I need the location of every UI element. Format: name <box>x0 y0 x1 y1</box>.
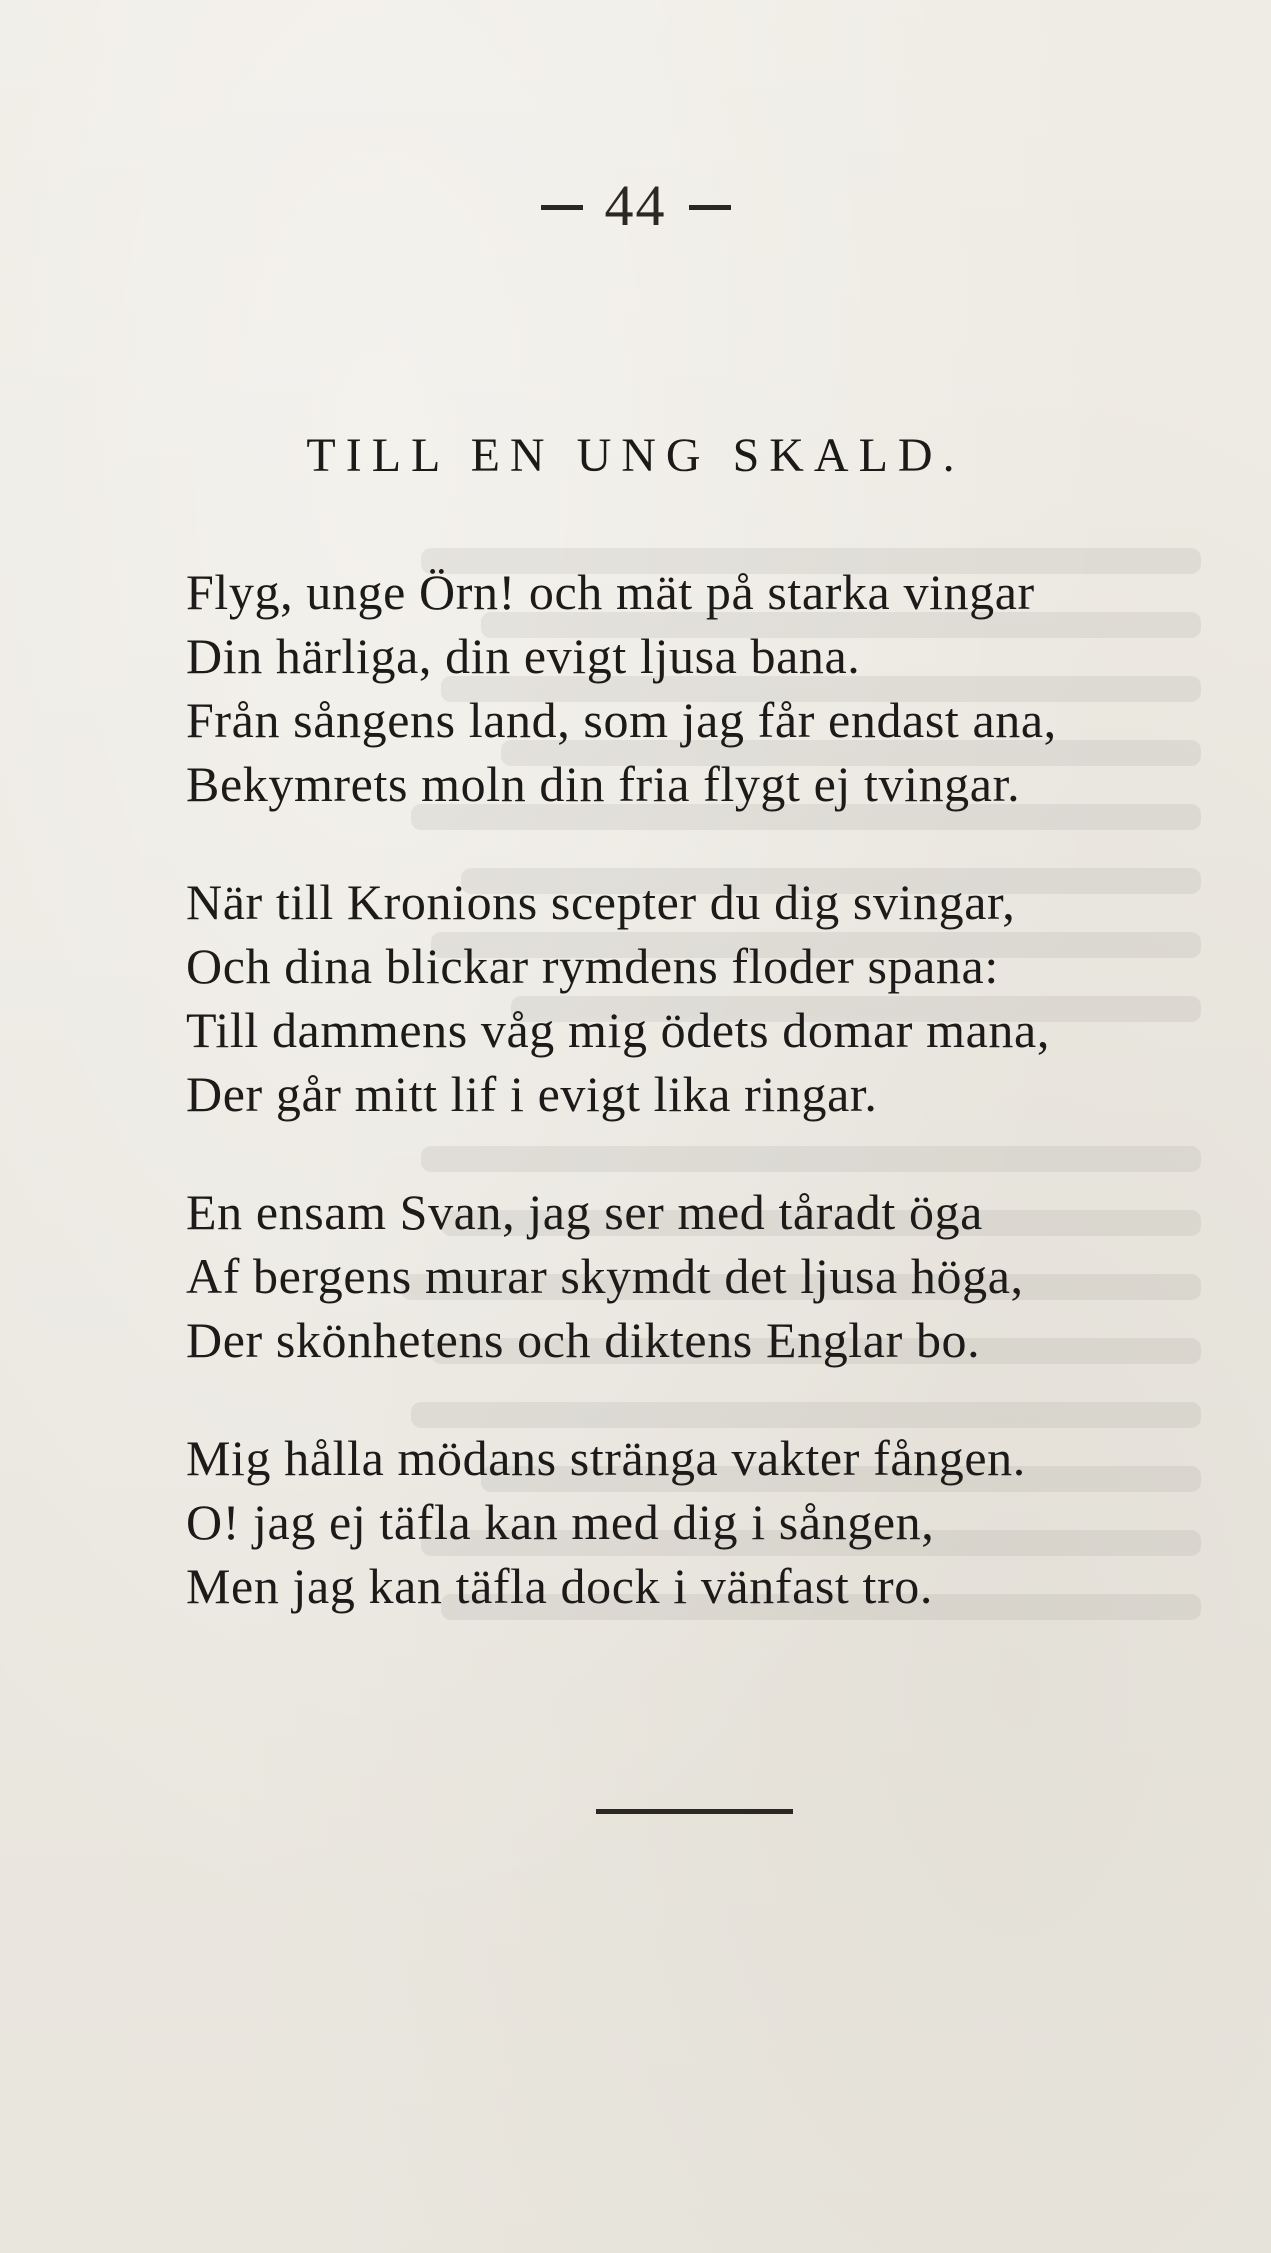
poem-line: Af bergens murar skymdt det ljusa höga, <box>186 1248 1024 1304</box>
poem-line: Mig hålla mödans stränga vakter fången. <box>186 1430 1026 1486</box>
stanza-4 <box>186 1426 1196 1618</box>
page-number <box>0 172 1271 239</box>
poem-title: TILL EN UNG SKALD. <box>306 429 965 482</box>
poem-line: En ensam Svan, jag ser med tåradt öga <box>186 1184 983 1240</box>
poem-line: Din härliga, din evigt ljusa bana. <box>186 628 861 684</box>
poem-line: Der skönhetens och diktens Englar bo. <box>186 1312 981 1368</box>
closing-rule <box>596 1809 793 1814</box>
left-dash <box>541 205 583 210</box>
poem-line: Från sångens land, som jag får endast ana, <box>186 692 1057 748</box>
poem-line: Bekymrets moln din fria flygt ej tvingar. <box>186 756 1021 812</box>
poem-line: Och dina blickar rymdens floder spana: <box>186 938 999 994</box>
poem-line: Flyg, unge Örn! och mät på starka vingar <box>186 564 1035 620</box>
stanza-2 <box>186 870 1196 1126</box>
poem-body <box>186 560 1196 1672</box>
poem-line: När till Kronions scepter du dig svingar, <box>186 874 1016 930</box>
poem-line: O! jag ej täfla kan med dig i sången, <box>186 1494 935 1550</box>
stanza-3 <box>186 1180 1196 1372</box>
poem-line: Der går mitt lif i evigt lika ringar. <box>186 1066 878 1122</box>
poem-line: Till dammens våg mig ödets domar mana, <box>186 1002 1050 1058</box>
page-number-text: 44 <box>604 173 667 238</box>
stanza-1 <box>186 560 1196 816</box>
right-dash <box>689 205 731 210</box>
poem-line: Men jag kan täfla dock i vänfast tro. <box>186 1558 933 1614</box>
